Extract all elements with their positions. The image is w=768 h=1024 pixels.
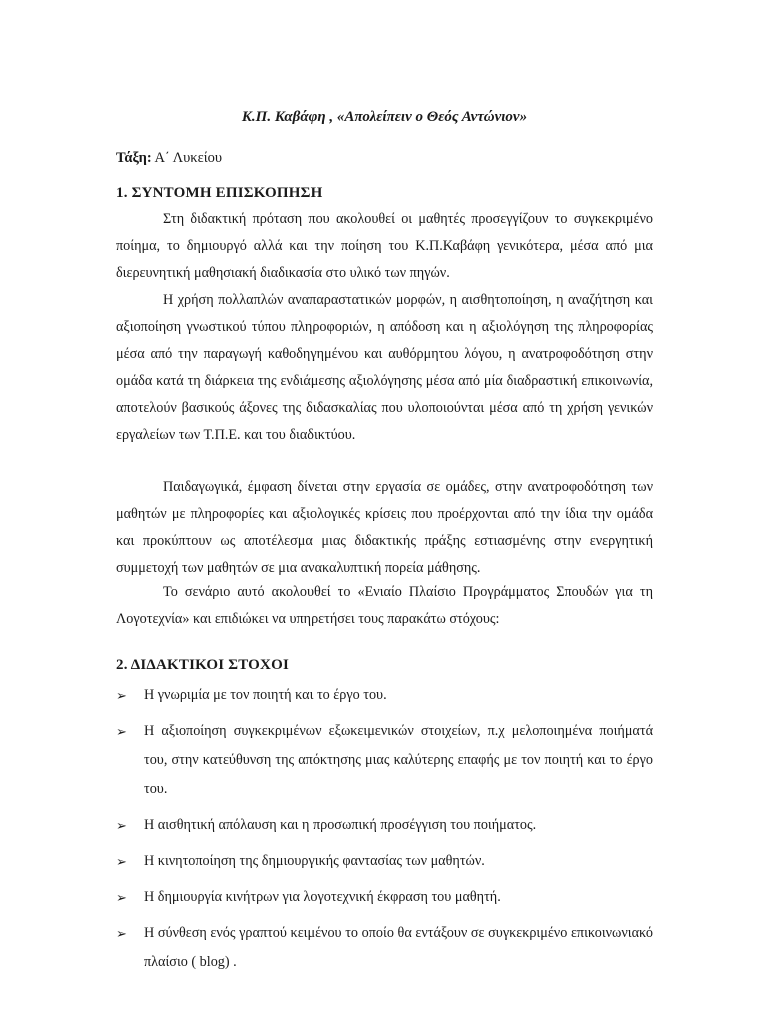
list-item bbox=[116, 717, 653, 804]
list-item bbox=[116, 919, 653, 977]
list-item-text: Η αισθητική απόλαυση και η προσωπική προσέγγιση του ποιήματος. bbox=[144, 817, 537, 833]
list-item-text: Η αξιοποίηση συγκεκριμένων εξωκειμενικών στοιχείων, π.χ μελοποιημένα ποιήματά του, στην κατεύθυνση της απόκτησης μιας καλύτερης επαφής με τον ποιητή και το έργο του. bbox=[144, 723, 653, 797]
grade-label: Τάξη: bbox=[116, 150, 152, 166]
document-title: Κ.Π. Καβάφη , «Απολείπειν ο Θεός Αντώνιον» bbox=[241, 109, 528, 125]
arrow-bullet-icon: ➢ bbox=[116, 688, 127, 703]
list-item bbox=[116, 847, 653, 876]
section-heading-objectives: 2. ΔΙΔΑΚΤΙΚΟΙ ΣΤΟΧΟΙ bbox=[116, 657, 289, 673]
paragraph: Το σενάριο αυτό ακολουθεί το «Ενιαίο Πλαίσιο Προγράμματος Σπουδών για τη Λογοτεχνία» και επιδιώκει να υπηρετήσει τους παρακάτω στόχους: bbox=[116, 584, 653, 627]
list-item-text: Η σύνθεση ενός γραπτού κειμένου το οποίο θα εντάξουν σε συγκεκριμένο επικοινωνιακό πλαίσιο ( blog) . bbox=[144, 925, 653, 970]
paragraph: Παιδαγωγικά, έμφαση δίνεται στην εργασία σε ομάδες, στην ανατροφοδότηση των μαθητών με πληροφορίες και αξιολογικές κρίσεις που προέρχονται από την ίδια την ομάδα και προκύπτουν ως αποτέλεσμα μιας διδακτικής πράξης εστιασμένης στην ενεργητική συμμετοχή των μαθητών σε μια ανακαλυπτική πορεία μάθησης. bbox=[116, 479, 653, 576]
arrow-bullet-icon: ➢ bbox=[116, 890, 127, 905]
list-item bbox=[116, 681, 653, 710]
list-item bbox=[116, 811, 653, 840]
arrow-bullet-icon: ➢ bbox=[116, 818, 127, 833]
arrow-bullet-icon: ➢ bbox=[116, 724, 127, 739]
objectives-list bbox=[116, 681, 653, 984]
grade-value: Α΄ Λυκείου bbox=[151, 150, 223, 166]
paragraph: Η χρήση πολλαπλών αναπαραστατικών μορφών, η αισθητοποίηση, η αναζήτηση και αξιοποίηση γνωστικού τύπου πληροφοριών, η απόδοση και η αξιολόγηση της πληροφορίας μέσα από την παραγωγή καθοδηγημένου και αυθόρμητου λόγου, η ανατροφοδότηση στην ομάδα κατά τη διάρκεια της ενδιάμεσης αξιολόγησης μέσα από μία διαδραστική επικοινωνία, αποτελούν βασικούς άξονες της διδασκαλίας που υλοποιούνται μέσα από τη χρήση γενικών εργαλείων των Τ.Π.Ε. και του διαδικτύου. bbox=[116, 292, 653, 443]
arrow-bullet-icon: ➢ bbox=[116, 854, 127, 869]
list-item-text: Η δημιουργία κινήτρων για λογοτεχνική έκφραση του μαθητή. bbox=[144, 889, 501, 905]
list-item-text: Η κινητοποίηση της δημιουργικής φαντασίας των μαθητών. bbox=[144, 853, 485, 869]
grade-line bbox=[116, 148, 222, 168]
section-heading-overview: 1. ΣΥΝΤΟΜΗ ΕΠΙΣΚΟΠΗΣΗ bbox=[116, 185, 323, 201]
paragraph: Στη διδακτική πρόταση που ακολουθεί οι μαθητές προσεγγίζουν το συγκεκριμένο ποίημα, το δημιουργό αλλά και την ποίηση του Κ.Π.Καβάφη γενικότερα, μέσα από μια διερευνητική μαθησιακή διαδικασία στο υλικό των πηγών. bbox=[116, 211, 653, 281]
list-item-text: Η γνωριμία με τον ποιητή και το έργο του. bbox=[144, 687, 387, 703]
arrow-bullet-icon: ➢ bbox=[116, 926, 127, 941]
list-item bbox=[116, 883, 653, 912]
